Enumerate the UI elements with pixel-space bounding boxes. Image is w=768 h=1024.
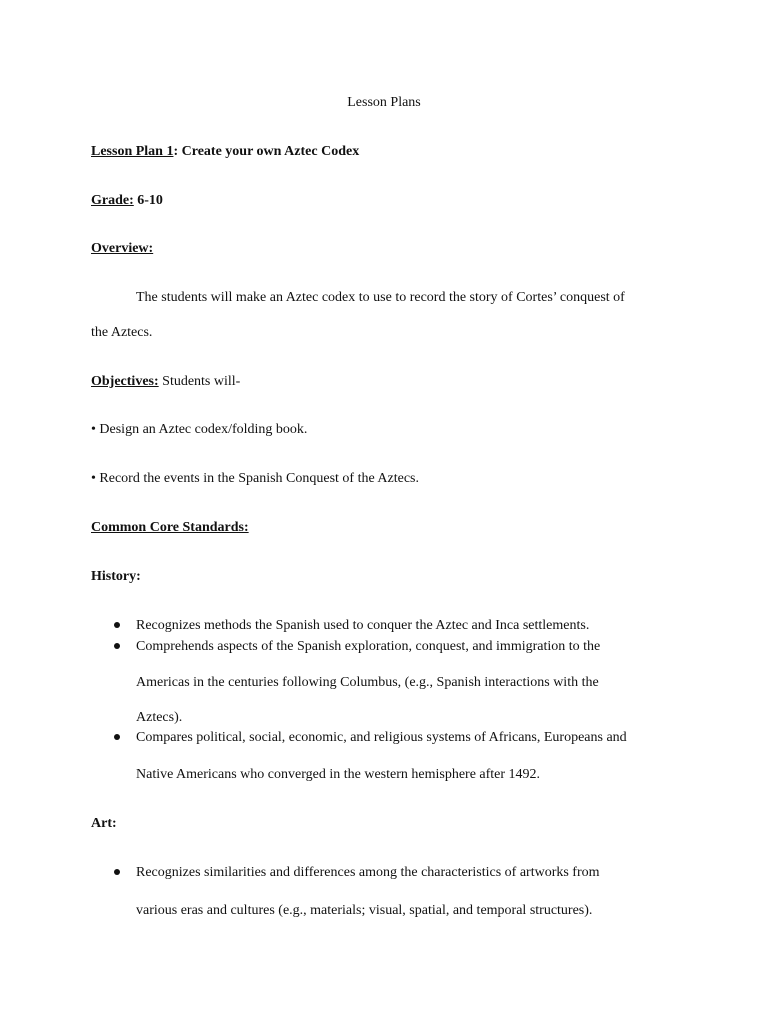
bullet-icon <box>114 734 120 740</box>
overview-heading: Overview: <box>91 241 154 256</box>
bullet-icon <box>114 622 120 628</box>
lesson-plan-title: Create your own Aztec Codex <box>178 144 360 159</box>
lesson-plan-heading <box>91 143 359 161</box>
art-bullet-1-line1: Recognizes similarities and differences among the characteristics of artworks from <box>136 865 600 880</box>
history-bullet-3-line1: Compares political, social, economic, and religious systems of Africans, Europeans and <box>136 730 627 745</box>
history-bullet-2-line2: Americas in the centuries following Columbus, (e.g., Spanish interactions with the <box>136 675 599 690</box>
objectives-intro: Students will- <box>158 374 241 389</box>
document-title: Lesson Plans <box>347 95 421 110</box>
history-bullet-2-line3: Aztecs). <box>136 710 183 725</box>
history-bullet-2-line1: Comprehends aspects of the Spanish exploration, conquest, and immigration to the <box>136 639 601 654</box>
objective-item: • Design an Aztec codex/folding book. <box>91 422 308 437</box>
bullet-icon <box>114 869 120 875</box>
bullet-icon <box>114 643 120 649</box>
objectives-line <box>91 373 240 391</box>
history-bullet-1: Recognizes methods the Spanish used to conquer the Aztec and Inca settlements. <box>136 618 590 633</box>
history-bullet-3-line2: Native Americans who converged in the western hemisphere after 1492. <box>136 767 541 782</box>
overview-text-line1: The students will make an Aztec codex to use to record the story of Cortes’ conquest of <box>136 290 625 305</box>
overview-text-line2: the Aztecs. <box>91 325 153 340</box>
objectives-label: Objectives: <box>91 374 159 389</box>
lesson-plan-label: Lesson Plan 1 <box>91 144 174 159</box>
lesson-plan-separator: : <box>173 144 179 159</box>
grade-label: Grade: <box>91 193 134 208</box>
standards-heading: Common Core Standards: <box>91 520 249 535</box>
grade-line <box>91 192 163 210</box>
art-heading: Art: <box>91 816 117 831</box>
art-bullet-1-line2: various eras and cultures (e.g., materials; visual, spatial, and temporal structures). <box>136 903 593 918</box>
grade-value: 6-10 <box>133 193 163 208</box>
history-heading: History: <box>91 569 141 584</box>
objective-item: • Record the events in the Spanish Conquest of the Aztecs. <box>91 471 420 486</box>
